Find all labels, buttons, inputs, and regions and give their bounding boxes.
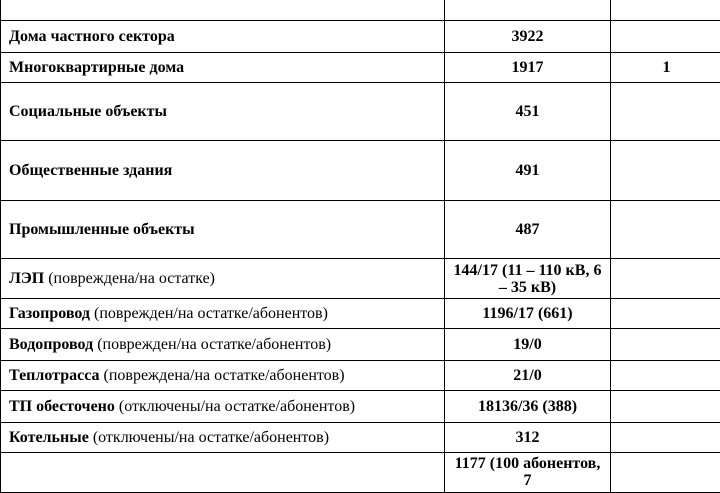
row-name: Многоквартирные дома: [1, 53, 445, 83]
row-value: 1196/17 (661): [445, 299, 611, 329]
table-row: [1, 21, 720, 53]
row-name: Дома частного сектора: [1, 21, 445, 53]
row-name: Газопровод (поврежден/на остатке/абонентов): [1, 299, 445, 329]
row-name: Теплотрасса (повреждена/на остатке/абонентов): [1, 361, 445, 391]
row-name: [1, 453, 445, 493]
row-value: 491: [445, 141, 611, 201]
table-row: [1, 83, 720, 141]
table-row: [1, 423, 720, 453]
table-row: [1, 201, 720, 259]
row-value: 21/0: [445, 361, 611, 391]
row-name: Социальные объекты: [1, 83, 445, 141]
row-extra: [611, 21, 720, 53]
row-value: 1177 (100 абонентов, 7: [445, 453, 611, 493]
row-extra: [611, 453, 720, 493]
row-extra: [611, 299, 720, 329]
row-name: [1, 0, 445, 21]
table-row: [1, 299, 720, 329]
row-value: [445, 0, 611, 21]
table-row: [1, 453, 720, 493]
row-value: 1917: [445, 53, 611, 83]
row-name: Общественные здания: [1, 141, 445, 201]
row-value: 3922: [445, 21, 611, 53]
row-value: 487: [445, 201, 611, 259]
table-row: [1, 141, 720, 201]
row-extra: [611, 391, 720, 423]
row-extra: 1: [611, 53, 720, 83]
table-row: [1, 391, 720, 423]
table-row: [1, 361, 720, 391]
row-extra: [611, 259, 720, 299]
table-row: [1, 329, 720, 361]
row-extra: [611, 361, 720, 391]
row-name: ЛЭП (повреждена/на остатке): [1, 259, 445, 299]
table-row: [1, 53, 720, 83]
table-row: [1, 0, 720, 21]
row-extra: [611, 201, 720, 259]
row-name: ТП обесточено (отключены/на остатке/абонентов): [1, 391, 445, 423]
row-value: 144/17 (11 – 110 кВ, 6 – 35 кВ): [445, 259, 611, 299]
row-name: Котельные (отключены/на остатке/абонентов): [1, 423, 445, 453]
row-value: 312: [445, 423, 611, 453]
row-value: 18136/36 (388): [445, 391, 611, 423]
row-extra: [611, 0, 720, 21]
row-extra: [611, 329, 720, 361]
row-value: 451: [445, 83, 611, 141]
row-extra: [611, 423, 720, 453]
row-extra: [611, 141, 720, 201]
row-value: 19/0: [445, 329, 611, 361]
table-row: [1, 259, 720, 299]
row-extra: [611, 83, 720, 141]
row-name: Промышленные объекты: [1, 201, 445, 259]
row-name: Водопровод (поврежден/на остатке/абонентов): [1, 329, 445, 361]
